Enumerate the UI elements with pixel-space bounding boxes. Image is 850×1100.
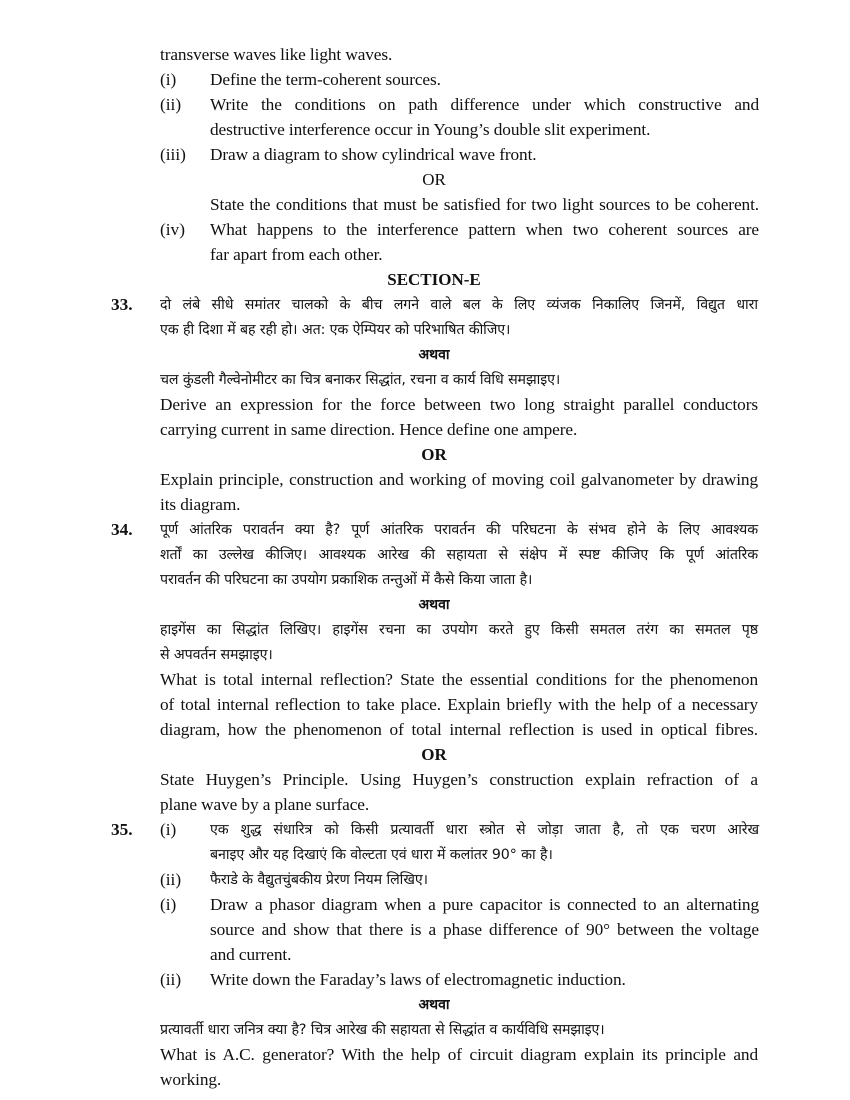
q35-english-part-i-line3: and current. [210, 945, 292, 964]
q35-english-part-i-number: (i) [160, 895, 177, 914]
q35-hindi-part-i-number: (i) [160, 820, 177, 839]
q32-part-i-text: Define the term-coherent sources. [210, 70, 441, 89]
q32-part-iv-line2: far apart from each other. [210, 245, 383, 264]
q35-english-line2: working. [160, 1070, 222, 1089]
q35-hindi-part-ii-text: फैराडे के वैद्युतचुंबकीय प्रेरण नियम लिखिए। [210, 872, 428, 888]
q35-english-part-i-line1: Draw a phasor diagram when a pure capacitor is connected to an alternating [210, 895, 759, 914]
q33-english-line3: Explain principle, construction and working of moving coil galvanometer by drawing [160, 470, 758, 489]
q35-hindi-part-i-line1: एक शुद्ध संधारित्र को किसी प्रत्यावर्ती धारा स्त्रोत से जोड़ा जाता है, तो एक चरण आरेख [210, 822, 759, 838]
q33-hindi-line2: एक ही दिशा में बह रही हो। अत: एक ऐम्पियर को परिभाषित कीजिए। [160, 322, 511, 338]
q34-english-line1: What is total internal reflection? State the essential conditions for the phenomenon [160, 670, 758, 689]
q32-part-ii-number: (ii) [160, 95, 182, 114]
q32-part-iv-number: (iv) [160, 220, 185, 239]
q32-part-i-number: (i) [160, 70, 177, 89]
q32-part-iii-text: Draw a diagram to show cylindrical wave front. [210, 145, 537, 164]
q32-part-ii-line1: Write the conditions on path difference under which constructive and [210, 95, 759, 114]
q35-english-line1: What is A.C. generator? With the help of circuit diagram explain its principle and [160, 1045, 758, 1064]
q34-hindi-line4: हाइगेंस का सिद्धांत लिखिए। हाइगेंस रचना का उपयोग करते हुए किसी समतल तरंग का समतल पृष्ठ [160, 622, 758, 638]
q35-english-part-ii-text: Write down the Faraday’s laws of electromagnetic induction. [210, 970, 626, 989]
q33-hindi-line1: दो लंबे सीधे समांतर चालको के बीच लगने वाले बल के लिए व्यंजक निकालिए जिनमें, विद्युत धारा [160, 297, 758, 313]
q34-english-line3: diagram, how the phenomenon of total internal reflection is used in optical fibres. [160, 720, 758, 739]
q32-part-iii-number: (iii) [160, 145, 186, 164]
q34-number: 34. [111, 520, 133, 539]
q35-hindi-part-i-line2: बनाइए और यह दिखाएं कि वोल्टता एवं धारा में कलांतर 90° का है। [210, 847, 553, 863]
section-e-heading: SECTION-E [387, 270, 481, 289]
q34-english-line4: State Huygen’s Principle. Using Huygen’s construction explain refraction of a [160, 770, 758, 789]
q33-english-line2: carrying current in same direction. Hence define one ampere. [160, 420, 578, 439]
q34-athva-divider: अथवा [418, 597, 450, 613]
q35-english-part-ii-number: (ii) [160, 970, 182, 989]
q35-number: 35. [111, 820, 133, 839]
q33-athva-divider: अथवा [418, 347, 450, 363]
q35-english-part-i-line2: source and show that there is a phase difference of 90° between the voltage [210, 920, 759, 939]
q32-part-ii-line2: destructive interference occur in Young’s double slit experiment. [210, 120, 651, 139]
q35-hindi-part-ii-number: (ii) [160, 870, 182, 889]
q32-or-text: State the conditions that must be satisfied for two light sources to be coherent. [210, 195, 759, 214]
q33-english-line4: its diagram. [160, 495, 241, 514]
q34-english-line5: plane wave by a plane surface. [160, 795, 370, 814]
q32-or-divider: OR [422, 170, 446, 189]
q33-hindi-line3: चल कुंडली गैल्वेनोमीटर का चित्र बनाकर सिद्धांत, रचना व कार्य विधि समझाइए। [160, 372, 561, 388]
q32-part-iv-line1: What happens to the interference pattern when two coherent sources are [210, 220, 759, 239]
q33-or-divider: OR [421, 445, 447, 464]
q34-english-line2: of total internal reflection to take place. Explain briefly with the help of a necessary [160, 695, 758, 714]
q34-hindi-line5: से अपवर्तन समझाइए। [160, 647, 273, 663]
q33-number: 33. [111, 295, 133, 314]
q35-hindi-line3: प्रत्यावर्ती धारा जनित्र क्या है? चित्र आरेख की सहायता से सिद्धांत व कार्यविधि समझाइए। [160, 1022, 605, 1038]
q34-hindi-line2: शर्तों का उल्लेख कीजिए। आवश्यक आरेख की सहायता से संक्षेप में स्पष्ट कीजिए कि पूर्ण आंतरिक [160, 547, 758, 563]
continuation-line: transverse waves like light waves. [160, 45, 393, 64]
q34-hindi-line3: परावर्तन की परिघटना का उपयोग प्रकाशिक तन्तुओं में कैसे किया जाता है। [160, 572, 533, 588]
q34-or-divider: OR [421, 745, 447, 764]
q35-athva-divider: अथवा [418, 997, 450, 1013]
q34-hindi-line1: पूर्ण आंतरिक परावर्तन क्या है? पूर्ण आंतरिक परावर्तन की परिघटना के संभव होने के लिए आवश्यक [160, 522, 758, 538]
q33-english-line1: Derive an expression for the force between two long straight parallel conductors [160, 395, 758, 414]
